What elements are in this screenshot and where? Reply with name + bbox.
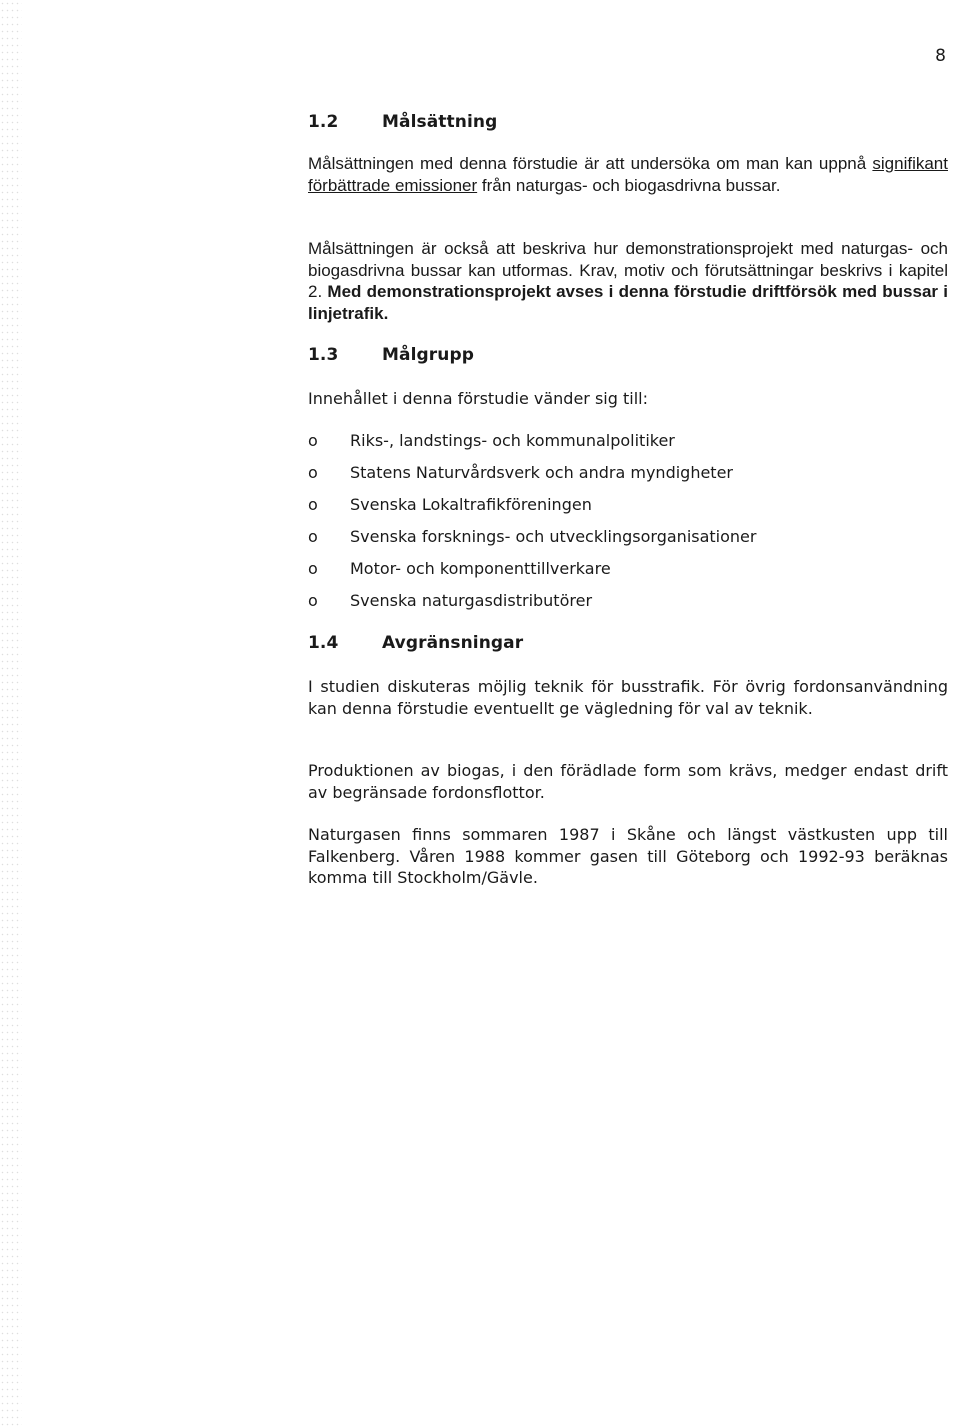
limits-paragraph-2: Produktionen av biogas, i den förädlade form som krävs, medger endast drift av begränsade fordonsflottor. bbox=[308, 761, 948, 802]
heading-malsattning bbox=[308, 112, 497, 132]
goal-p1-text: Målsättningen med denna förstudie är att undersöka om man kan uppnå bbox=[308, 154, 873, 173]
list-item-text: Motor- och komponenttillverkare bbox=[350, 559, 611, 578]
heading-title: Avgränsningar bbox=[382, 633, 524, 653]
heading-number: 1.2 bbox=[308, 112, 339, 132]
bullet-marker: o bbox=[308, 559, 318, 578]
limits-paragraph-1: I studien diskuteras möjlig teknik för busstrafik. För övrig fordonsanvändning kan denna förstudie eventuellt ge vägledning för val av teknik. bbox=[308, 677, 948, 718]
audience-intro: Innehållet i denna förstudie vänder sig till: bbox=[308, 389, 648, 408]
bullet-marker: o bbox=[308, 591, 318, 610]
bullet-marker: o bbox=[308, 431, 318, 450]
list-item bbox=[308, 590, 756, 622]
list-item-text: Riks-, landstings- och kommunalpolitiker bbox=[350, 431, 675, 450]
heading-title: Målgrupp bbox=[382, 345, 475, 365]
list-item bbox=[308, 430, 756, 462]
heading-malgrupp bbox=[308, 345, 474, 365]
goal-paragraph-2 bbox=[308, 238, 948, 324]
heading-title: Målsättning bbox=[382, 112, 498, 132]
limits-paragraph-3: Naturgasen finns sommaren 1987 i Skåne och längst västkusten upp till Falkenberg. Våren 1988 kommer gasen till Göteborg och 1992-93 beräknas komma till Stockholm/Gävle. bbox=[308, 825, 948, 887]
list-item-text: Svenska Lokaltrafikföreningen bbox=[350, 495, 592, 514]
bullet-marker: o bbox=[308, 527, 318, 546]
heading-number: 1.3 bbox=[308, 345, 339, 365]
goal-p1-text-end: från naturgas- och biogasdrivna bussar. bbox=[477, 175, 781, 195]
goal-p1-underlined: signifikant förbättrade emissioner bbox=[308, 154, 948, 195]
list-item bbox=[308, 526, 756, 558]
list-item-text: Svenska forsknings- och utvecklingsorganisationer bbox=[350, 527, 757, 546]
bullet-marker: o bbox=[308, 463, 318, 482]
goal-paragraph-1 bbox=[308, 153, 948, 196]
list-item-text: Svenska naturgasdistributörer bbox=[350, 591, 593, 610]
list-item bbox=[308, 558, 756, 590]
page-number: 8 bbox=[935, 46, 946, 66]
bullet-marker: o bbox=[308, 495, 318, 514]
list-item-text: Statens Naturvårdsverk och andra myndigheter bbox=[350, 463, 733, 482]
heading-number: 1.4 bbox=[308, 633, 339, 653]
goal-p2-text: Målsättningen är också att beskriva hur demonstrationsprojekt med naturgas- och biogasdrivna bussar kan utformas. Krav, motiv och förutsättningar beskrivs i kapitel 2. bbox=[308, 239, 948, 301]
heading-avgransningar bbox=[308, 633, 523, 653]
goal-p2-bold: Med demonstrationsprojekt avses i denna förstudie driftförsök med bussar i linjetrafik. bbox=[308, 282, 948, 323]
audience-list bbox=[308, 430, 756, 622]
scan-edge-noise bbox=[0, 0, 22, 1428]
list-item bbox=[308, 494, 756, 526]
list-item bbox=[308, 462, 756, 494]
